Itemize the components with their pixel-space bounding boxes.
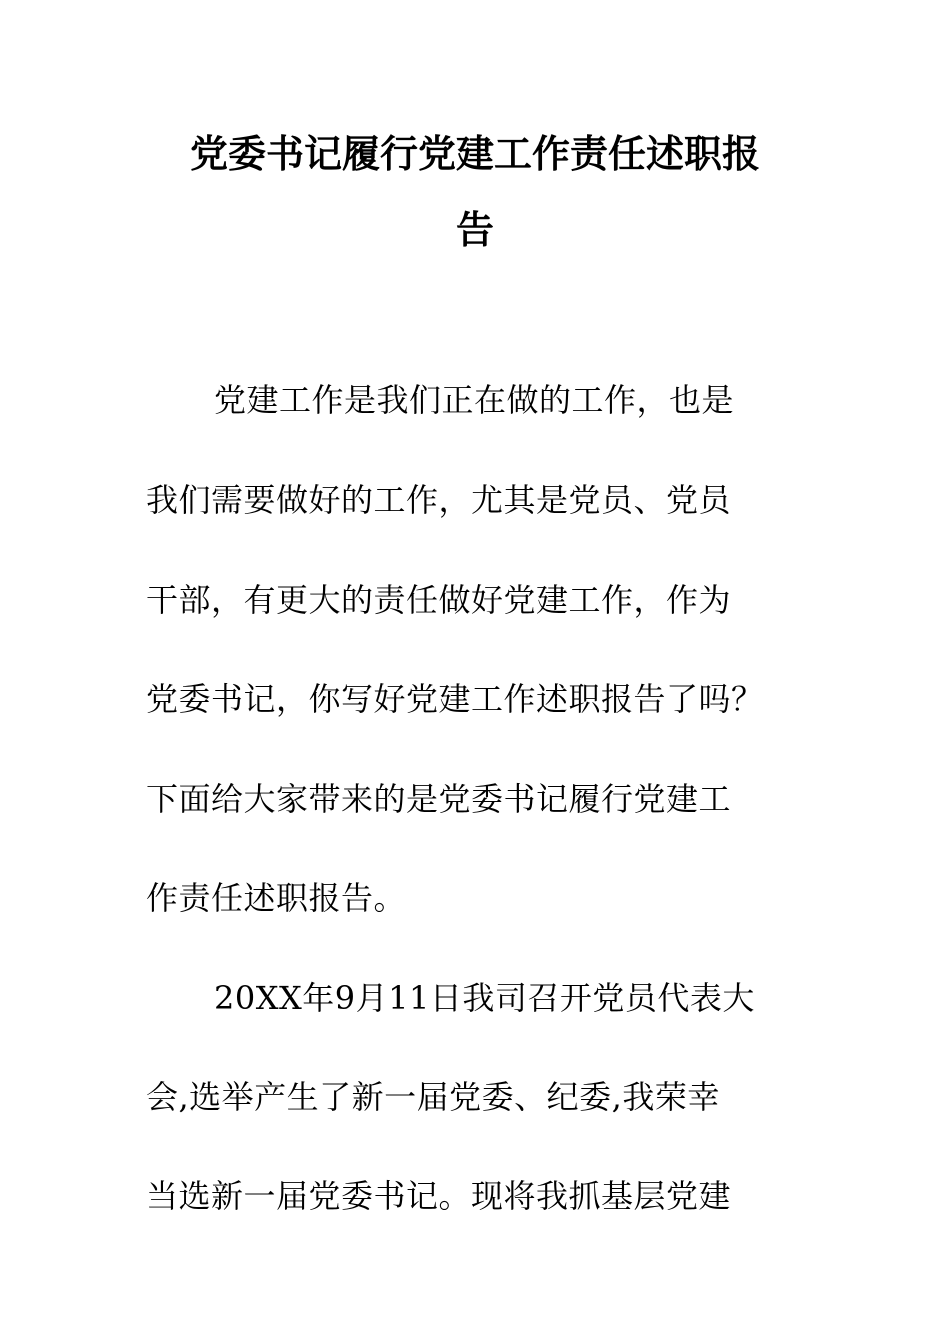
paragraph-1-line-1: 党建工作是我们正在做的工作，也是 xyxy=(214,381,735,419)
title-line-2: 告 xyxy=(455,208,494,252)
paragraph-1-line-3: 干部，有更大的责任做好党建工作，作为 xyxy=(146,581,732,619)
paragraph-2-line-1: 20XX年9月11日我司召开党员代表大 xyxy=(214,979,755,1017)
paragraph-1-line-6: 作责任述职报告。 xyxy=(146,879,407,917)
paragraph-1-line-5: 下面给大家带来的是党委书记履行党建工 xyxy=(146,780,732,818)
paragraph-2-line-2: 会,选举产生了新一届党委、纪委,我荣幸 xyxy=(146,1078,720,1116)
paragraph-2-line-3: 当选新一届党委书记。现将我抓基层党建 xyxy=(146,1177,732,1215)
paragraph-1-line-4: 党委书记，你写好党建工作述职报告了吗？ xyxy=(146,680,764,718)
document-title xyxy=(148,116,802,268)
paragraph-1-line-2: 我们需要做好的工作，尤其是党员、党员 xyxy=(146,481,732,519)
title-line-1: 党委书记履行党建工作责任述职报 xyxy=(189,132,760,176)
